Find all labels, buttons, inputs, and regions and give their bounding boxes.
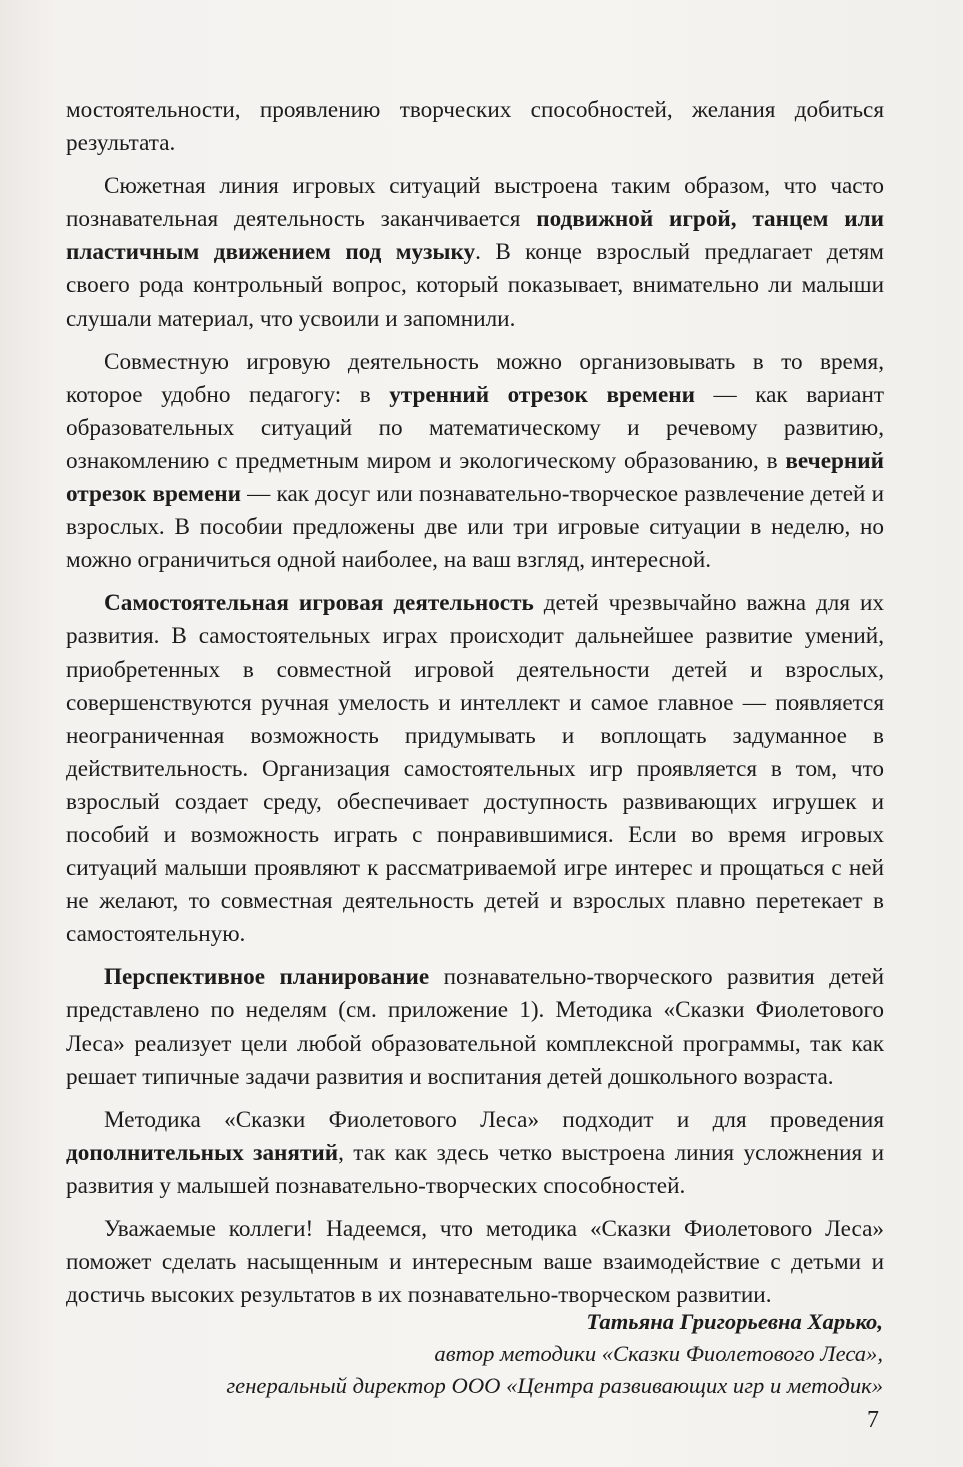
bold-phrase: вечерний отрезок времени xyxy=(66,447,884,508)
paragraph-joint-activity xyxy=(66,346,884,578)
text-run: Совместную игровую деятельность можно организовывать в то время, которое удобно педагогу: в xyxy=(66,348,884,408)
bold-phrase: Самостоятельная игровая деятельность xyxy=(104,590,534,617)
paragraph-closing: Уважаемые коллеги! Надеемся, что методика «Сказки Фиолетового Леса» поможет сделать насыщенным и интересным ваше взаимодействие с детьми и достичь высоких результатов в их познавательно-творческом развитии. xyxy=(66,1216,884,1309)
body-text xyxy=(66,94,884,1312)
author-role-1: автор методики «Сказки Фиолетового Леса», xyxy=(434,1341,883,1366)
text-run: , так как здесь четко выстроена линия усложнения и развития у малышей познавательно-творческих способностей. xyxy=(66,1139,884,1199)
text-run: познавательно-творческого развития детей представлено по неделям (см. приложение 1). Методика «Сказки Фиолетового Леса» реализует цели любой образовательной комплексной программы, так как решает типичные задачи развития и воспитания детей дошкольного возраста. xyxy=(66,964,884,1090)
text-run: детей чрезвычайно важна для их развития. В самостоятельных играх происходит дальнейшее развитие умений, приобретенных в совместной игровой деятельности детей и взрослых, совершенствуются ручная умелость и интеллект и самое главное — появляется неограниченная возможность придумывать и воплощать задуманное в действительность. Организация самостоятельных игр проявляется в том, что взрослый создает среду, обеспечивает доступность развивающих игрушек и пособий и возможность играть с понравившимися. Если во время игровых ситуаций малыши проявляют к рассматриваемой игре интерес и прощаться с ней не желают, то совместная деятельность детей и взрослых плавно перетекает в самостоятельную. xyxy=(66,590,884,948)
paragraph-planning xyxy=(66,961,884,1093)
text-run: Сюжетная линия игровых ситуаций выстроена таким образом, что часто познавательная деятельность заканчивается xyxy=(66,173,884,233)
paragraph-continuation: мостоятельности, проявлению творческих способностей, желания добиться результата. xyxy=(66,97,884,157)
text-run: . В конце взрослый предлагает детям своего рода контрольный вопрос, который показывает, внимательно ли малыши слушали материал, что усвоили и запомнили. xyxy=(66,239,884,332)
bold-phrase: дополнительных занятий xyxy=(66,1139,339,1166)
bold-phrase: подвижной игрой, танцем или пластичным движением под музыку xyxy=(66,206,884,266)
page-number: 7 xyxy=(867,1407,879,1433)
text-run: — как вариант образовательных ситуаций по математическому и речевому развитию, ознакомлению с предметным миром и экологическому образованию, в xyxy=(66,381,884,474)
text-run: Методика «Сказки Фиолетового Леса» подходит и для проведения xyxy=(104,1106,884,1133)
paragraph-plot-line xyxy=(66,170,884,335)
author-name: Татьяна Григорьевна Харько, xyxy=(586,1309,883,1334)
paragraph-additional-classes xyxy=(66,1104,884,1203)
bold-phrase: утренний отрезок времени xyxy=(389,381,695,408)
author-signature xyxy=(226,1306,883,1402)
bold-phrase: Перспективное планирование xyxy=(104,964,430,991)
paragraph-independent-play xyxy=(66,587,884,951)
author-role-2: генеральный директор ООО «Центра развивающих игр и методик» xyxy=(226,1373,883,1398)
text-run: — как досуг или познавательно-творческое развлечение детей и взрослых. В пособии предложены две или три игровые ситуации в неделю, но можно ограничиться одной наиболее, на ваш взгляд, интересной. xyxy=(66,481,884,574)
